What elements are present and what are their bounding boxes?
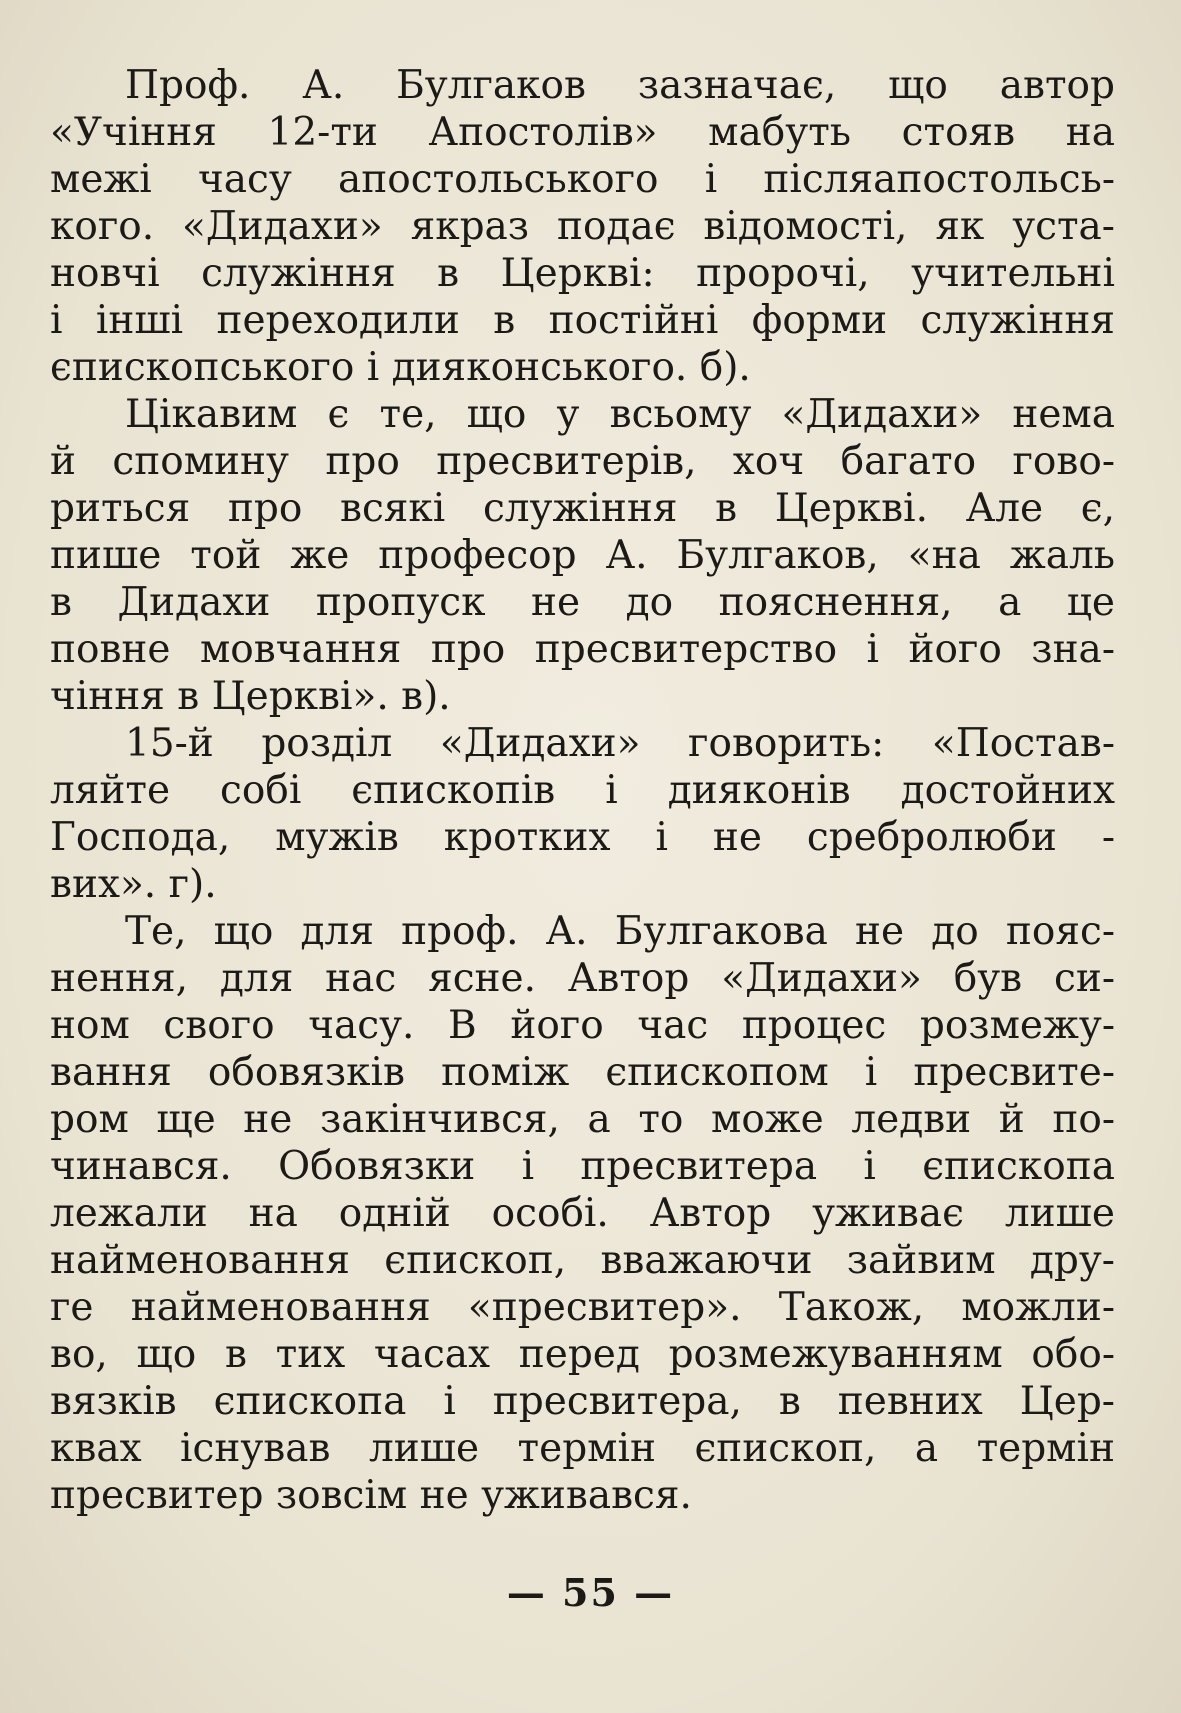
- paragraph-3: [50, 720, 1115, 908]
- text-line: межі часу апостольського і післяапостольсь-: [50, 157, 1115, 202]
- text-line: і інші переходили в постійні форми служіння: [50, 298, 1115, 343]
- text-line: пише той же професор А. Булгаков, «на жаль: [50, 533, 1115, 578]
- text-line: Господа, мужів кротких і не сребролюби -: [50, 815, 1115, 860]
- text-line: квах існував лише термін єпископ, а термін: [50, 1426, 1115, 1471]
- text-line: Проф. А. Булгаков зазначає, що автор: [125, 63, 1115, 108]
- page-number: — 55 —: [506, 1570, 675, 1615]
- text-line: повне мовчання про пресвитерство і його зна-: [50, 627, 1115, 672]
- text-line: новчі служіння в Церкві: пророчі, учительні: [50, 251, 1115, 296]
- text-line: єпископського і дияконського. б).: [50, 345, 751, 390]
- text-line: ром ще не закінчився, а то може ледви й по-: [50, 1097, 1115, 1142]
- paragraph-2: [50, 391, 1115, 720]
- text-line: ляйте собі єпископів і дияконів достойних: [50, 768, 1115, 813]
- text-line: Те, що для проф. А. Булгакова не до пояс-: [125, 909, 1115, 954]
- text-line: пресвитер зовсім не уживався.: [50, 1473, 692, 1518]
- text-line: вання обовязків поміж єпископом і пресвите-: [50, 1050, 1115, 1095]
- text-line: лежали на одній особі. Автор уживає лише: [50, 1191, 1115, 1236]
- text-line: й спомину про пресвитерів, хоч багато гово-: [50, 439, 1115, 484]
- text-line: вих». г).: [50, 862, 217, 907]
- text-line: «Учіння 12-ти Апостолів» мабуть стояв на: [50, 110, 1115, 155]
- text-line: чинався. Обовязки і пресвитера і єпископа: [50, 1144, 1115, 1189]
- text-line: кого. «Дидахи» якраз подає відомості, як уста-: [50, 204, 1115, 249]
- text-line: во, що в тих часах перед розмежуванням обо-: [50, 1332, 1115, 1377]
- text-line: найменовання єпископ, вважаючи зайвим дру-: [50, 1238, 1115, 1283]
- text-line: чіння в Церкві». в).: [50, 674, 451, 719]
- paragraph-1: [50, 62, 1115, 391]
- text-line: нення, для нас ясне. Автор «Дидахи» був си-: [50, 956, 1115, 1001]
- body-text: [50, 62, 1115, 1519]
- text-line: ге найменовання «пресвитер». Також, можли-: [50, 1285, 1115, 1330]
- text-line: ном свого часу. В його час процес розмежу-: [50, 1003, 1115, 1048]
- text-line: 15-й розділ «Дидахи» говорить: «Постав-: [125, 721, 1115, 766]
- text-line: Цікавим є те, що у всьому «Дидахи» нема: [125, 392, 1115, 437]
- text-line: вязків єпископа і пресвитера, в певних Цер-: [50, 1379, 1115, 1424]
- paragraph-4: [50, 908, 1115, 1519]
- text-line: в Дидахи пропуск не до пояснення, а це: [50, 580, 1115, 625]
- text-line: риться про всякі служіння в Церкві. Але є,: [50, 486, 1115, 531]
